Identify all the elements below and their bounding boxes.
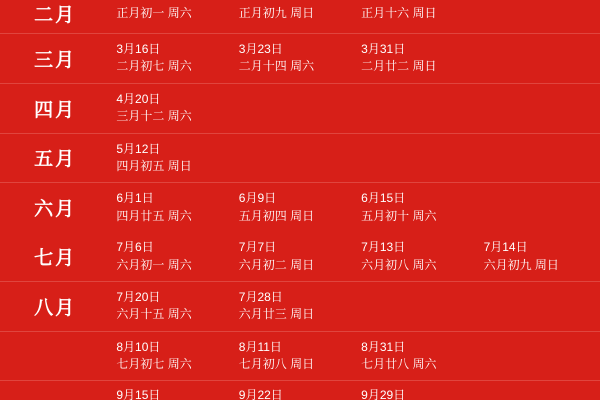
date-entry[interactable] bbox=[355, 381, 477, 400]
date-entry[interactable] bbox=[478, 84, 600, 133]
lunar-date: 二月初七 周六 bbox=[116, 59, 192, 74]
solar-date: 7月28日 bbox=[238, 289, 283, 304]
date-entry[interactable] bbox=[110, 34, 232, 83]
solar-date: 3月31日 bbox=[361, 42, 406, 56]
lunar-date: 六月初九 周日 bbox=[483, 257, 559, 272]
date-entry[interactable] bbox=[355, 332, 477, 381]
solar-date: 3月23日 bbox=[238, 42, 283, 56]
solar-date: 7月20日 bbox=[116, 289, 161, 304]
date-entry[interactable] bbox=[233, 0, 355, 33]
row-divider bbox=[0, 83, 600, 84]
lunar-date: 正月十六 周日 bbox=[361, 5, 437, 20]
lunar-date: 六月初八 周六 bbox=[361, 257, 437, 272]
month-label: 三月 bbox=[34, 49, 77, 71]
solar-date: 4月20日 bbox=[116, 91, 161, 106]
row-divider bbox=[0, 33, 600, 34]
date-entry[interactable] bbox=[233, 134, 355, 183]
date-entry[interactable] bbox=[355, 183, 477, 232]
solar-date: 8月11日 bbox=[238, 339, 282, 354]
date-entry[interactable] bbox=[355, 0, 477, 33]
table-row bbox=[0, 282, 600, 331]
month-label: 四月 bbox=[34, 99, 77, 121]
lunar-date: 二月十四 周六 bbox=[238, 59, 315, 74]
date-entry[interactable] bbox=[110, 381, 232, 400]
solar-date: 6月1日 bbox=[116, 191, 154, 206]
lunar-date: 七月廿八 周六 bbox=[361, 357, 437, 372]
solar-date: 6月9日 bbox=[238, 191, 277, 206]
solar-date: 5月12日 bbox=[116, 141, 161, 156]
month-label: 六月 bbox=[34, 199, 77, 221]
date-entry[interactable] bbox=[233, 34, 355, 83]
solar-date: 3月16日 bbox=[116, 42, 161, 56]
date-entry[interactable] bbox=[110, 183, 232, 232]
date-entry[interactable] bbox=[233, 381, 355, 400]
solar-date: 9月15日 bbox=[116, 388, 161, 400]
date-entry[interactable] bbox=[355, 232, 477, 281]
date-entry[interactable] bbox=[478, 282, 600, 331]
month-label: 二月 bbox=[34, 5, 77, 26]
date-entry[interactable] bbox=[110, 0, 232, 33]
date-entry[interactable] bbox=[233, 332, 355, 381]
lunar-date: 五月初十 周六 bbox=[361, 208, 437, 223]
solar-date: 8月31日 bbox=[361, 339, 406, 354]
lunar-date: 五月初四 周日 bbox=[238, 208, 315, 223]
date-entry[interactable] bbox=[478, 0, 600, 33]
solar-date: 7月13日 bbox=[361, 240, 406, 255]
date-entry[interactable] bbox=[110, 134, 232, 183]
lunar-date: 七月初八 周日 bbox=[238, 357, 315, 372]
table-row bbox=[0, 84, 600, 133]
table-row bbox=[0, 332, 600, 381]
row-divider bbox=[0, 182, 600, 183]
table-row bbox=[0, 183, 600, 232]
month-label bbox=[0, 381, 110, 400]
lunar-date: 四月廿五 周六 bbox=[116, 208, 192, 223]
row-divider bbox=[0, 281, 600, 282]
lunar-date: 六月初二 周日 bbox=[238, 257, 315, 272]
table-row bbox=[0, 381, 600, 400]
date-entry[interactable] bbox=[110, 84, 232, 133]
date-entry[interactable] bbox=[110, 332, 232, 381]
table-row bbox=[0, 0, 600, 33]
lunar-date: 三月十二 周六 bbox=[116, 109, 192, 124]
date-entry[interactable] bbox=[478, 134, 600, 183]
row-divider bbox=[0, 380, 600, 381]
date-entry[interactable] bbox=[478, 34, 600, 83]
table-row bbox=[0, 232, 600, 281]
date-entry[interactable] bbox=[355, 34, 477, 83]
date-entry[interactable] bbox=[233, 84, 355, 133]
lunar-date: 七月初七 周六 bbox=[116, 357, 192, 372]
solar-date: 6月15日 bbox=[361, 191, 406, 206]
table-row bbox=[0, 34, 600, 83]
row-divider bbox=[0, 331, 600, 332]
date-entry[interactable] bbox=[478, 332, 600, 381]
lunar-date: 二月廿二 周日 bbox=[361, 59, 437, 74]
table-row bbox=[0, 134, 600, 183]
lunar-date: 六月廿三 周日 bbox=[238, 307, 315, 322]
date-entry[interactable] bbox=[233, 282, 355, 331]
date-entry[interactable] bbox=[355, 84, 477, 133]
date-entry[interactable] bbox=[478, 381, 600, 400]
date-entry[interactable] bbox=[110, 282, 232, 331]
solar-date: 7月6日 bbox=[116, 240, 154, 255]
solar-date: 8月10日 bbox=[116, 339, 161, 354]
date-entry[interactable] bbox=[478, 232, 600, 281]
date-entry[interactable] bbox=[110, 232, 232, 281]
lunar-date: 六月十五 周六 bbox=[116, 307, 192, 322]
lunar-date: 正月初一 周六 bbox=[116, 5, 192, 20]
lunar-date: 六月初一 周六 bbox=[116, 257, 192, 272]
date-entry[interactable] bbox=[233, 183, 355, 232]
solar-date: 9月29日 bbox=[361, 388, 406, 400]
month-label: 五月 bbox=[34, 149, 77, 171]
lunar-date: 四月初五 周日 bbox=[116, 158, 192, 173]
month-label bbox=[0, 332, 110, 381]
row-divider bbox=[0, 133, 600, 134]
solar-date: 7月14日 bbox=[483, 240, 528, 255]
solar-date: 7月7日 bbox=[238, 240, 277, 255]
lunar-date: 正月初九 周日 bbox=[238, 5, 315, 20]
month-label: 八月 bbox=[34, 297, 77, 319]
date-entry[interactable] bbox=[355, 134, 477, 183]
date-entry[interactable] bbox=[355, 282, 477, 331]
date-entry[interactable] bbox=[478, 183, 600, 232]
date-entry[interactable] bbox=[233, 232, 355, 281]
month-label: 七月 bbox=[34, 248, 77, 270]
solar-date: 9月22日 bbox=[238, 388, 283, 400]
